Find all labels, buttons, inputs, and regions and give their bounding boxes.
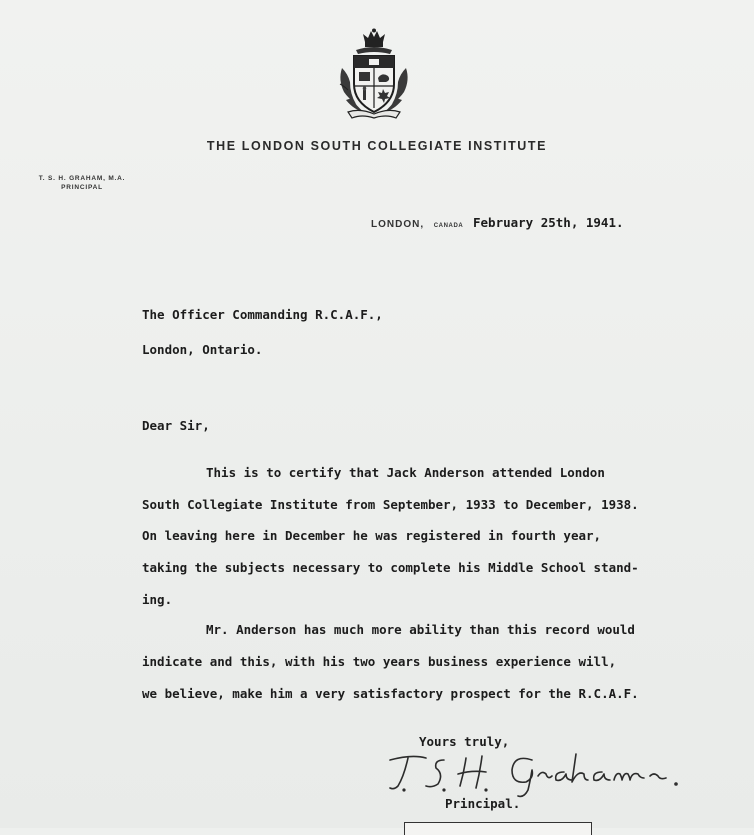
principal-title: PRINCIPAL — [61, 184, 103, 191]
dateline-place: LONDON, — [371, 219, 425, 230]
body-line: This is to certify that Jack Anderson attended London — [206, 465, 605, 480]
stamp-box — [404, 822, 592, 835]
body-line: indicate and this, with his two years business experience will, — [142, 654, 617, 669]
signer-title: Principal. — [445, 796, 521, 811]
body-line: South Collegiate Institute from September, 1933 to December, 1938. — [142, 497, 639, 512]
handwritten-signature — [382, 746, 702, 802]
dateline — [371, 212, 624, 231]
body-line: we believe, make him a very satisfactory prospect for the R.C.A.F. — [142, 686, 639, 701]
principal-block — [22, 174, 142, 192]
valediction: Yours truly, — [419, 734, 510, 749]
body-line: On leaving here in December he was registered in fourth year, — [142, 528, 602, 543]
principal-name: T. S. H. GRAHAM, M.A. — [38, 175, 126, 182]
recipient-line-2: London, Ontario. — [142, 342, 263, 357]
recipient-line-1: The Officer Commanding R.C.A.F., — [142, 307, 383, 322]
body-line: taking the subjects necessary to complete his Middle School stand- — [142, 560, 639, 575]
body-line: ing. — [142, 592, 173, 607]
dateline-country: CANADA — [433, 223, 464, 229]
school-name: THE LONDON SOUTH COLLEGIATE INSTITUTE — [206, 139, 548, 153]
body-line: Mr. Anderson has much more ability than this record would — [206, 622, 635, 637]
letter-date: February 25th, 1941. — [473, 215, 624, 230]
school-crest-icon — [334, 28, 414, 120]
salutation: Dear Sir, — [142, 418, 210, 433]
